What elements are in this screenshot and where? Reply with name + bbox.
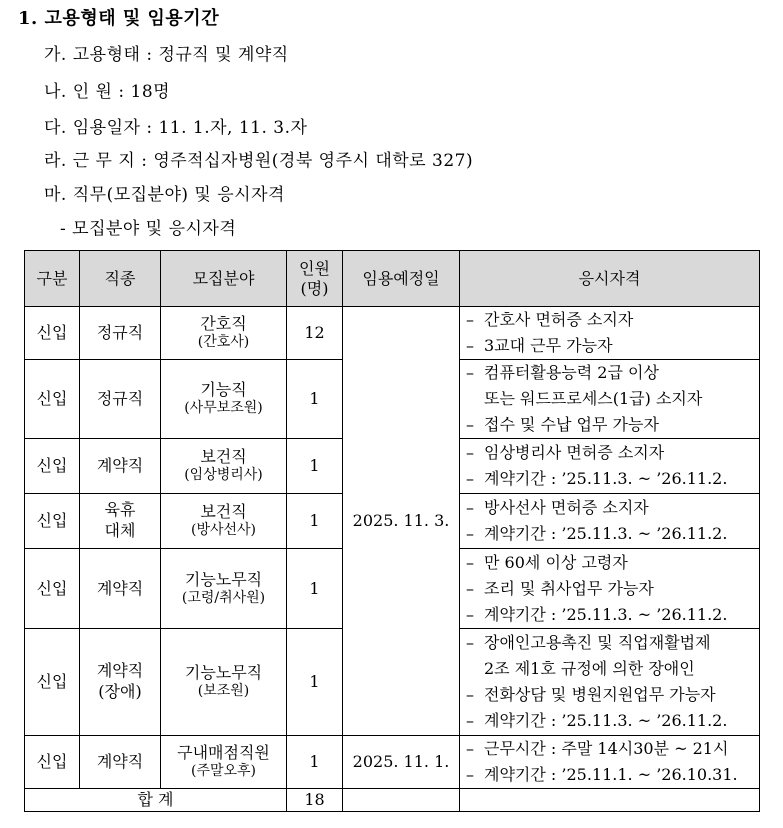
field-sub: (사무보조원) <box>184 400 263 417</box>
cell-job-type <box>80 629 161 736</box>
table-row <box>25 307 760 360</box>
cell-job-type <box>80 494 161 549</box>
job-type-line1: 계약직 <box>96 661 144 681</box>
cell-category: 신입 <box>25 736 80 789</box>
qualification-item: – 근무시간 : 주말 14시30분 ~ 21시 <box>466 736 755 762</box>
header-headcount-unit: (명) <box>300 278 329 298</box>
cell-job-type: 계약직 <box>80 736 161 789</box>
header-category: 구분 <box>25 251 80 307</box>
field-sub: (보조원) <box>197 683 250 700</box>
cell-count: 1 <box>287 549 343 629</box>
cell-count: 1 <box>287 439 343 494</box>
cell-field <box>161 360 287 439</box>
table-row <box>25 736 760 789</box>
qualification-item: – 계약기간 : ’25.11.1. ~ ’26.10.31. <box>466 762 755 788</box>
qualification-item: – 계약기간 : ’25.11.3. ~ ’26.11.2. <box>466 708 755 734</box>
section-title: 1. 고용형태 및 임용기간 <box>18 8 220 29</box>
cell-job-type: 계약직 <box>80 439 161 494</box>
cell-date-last: 2025. 11. 1. <box>343 736 460 789</box>
header-field: 모집분야 <box>161 251 287 307</box>
field-sub: (임상병리사) <box>184 467 263 484</box>
field-name: 기능직 <box>200 380 247 400</box>
qualification-item: – 3교대 근무 가능자 <box>466 333 755 359</box>
cell-count: 1 <box>287 494 343 549</box>
cell-field <box>161 307 287 360</box>
qualification-item: – 계약기간 : ’25.11.3. ~ ’26.11.2. <box>466 466 755 492</box>
cell-job-type: 계약직 <box>80 549 161 629</box>
headcount-line: 나. 인 원 : 18명 <box>44 82 171 102</box>
cell-category: 신입 <box>25 360 80 439</box>
job-type-line2: 대체 <box>104 521 136 540</box>
qualification-item: – 계약기간 : ’25.11.3. ~ ’26.11.2. <box>466 521 755 547</box>
field-name: 보건직 <box>200 447 247 467</box>
qualification-item: 2조 제1호 규정에 의한 장애인 <box>484 659 695 678</box>
field-name: 기능노무직 <box>184 569 263 589</box>
qualification-item: – 컴퓨터활용능력 2급 이상 <box>466 360 755 386</box>
field-name: 기능노무직 <box>184 663 263 683</box>
cell-category: 신입 <box>25 494 80 549</box>
total-count: 18 <box>287 789 343 812</box>
duty-line: 마. 직무(모집분야) 및 응시자격 <box>44 185 285 205</box>
cell-qualification <box>460 494 760 549</box>
cell-count: 12 <box>287 307 343 360</box>
cell-field <box>161 736 287 789</box>
cell-qualification <box>460 736 760 789</box>
header-job-type: 직종 <box>80 251 161 307</box>
qualification-item: – 만 60세 이상 고령자 <box>466 550 755 576</box>
cell-date-main: 2025. 11. 3. <box>343 307 460 736</box>
cell-qualification <box>460 439 760 494</box>
cell-field <box>161 494 287 549</box>
total-row <box>25 789 760 812</box>
recruitment-table <box>24 250 760 812</box>
header-date: 임용예정일 <box>343 251 460 307</box>
field-name: 간호직 <box>200 314 247 334</box>
cell-qualification <box>460 360 760 439</box>
cell-field <box>161 629 287 736</box>
total-empty-qual <box>460 789 760 812</box>
field-sub: (주말오후) <box>190 763 257 780</box>
total-empty-date <box>343 789 460 812</box>
job-type-line1: 육휴 <box>104 500 136 520</box>
appointment-date-line: 다. 임용일자 : 11. 1.자, 11. 3.자 <box>44 118 308 138</box>
qualification-item: – 접수 및 수납 업무 가능자 <box>466 412 755 438</box>
cell-category: 신입 <box>25 629 80 736</box>
cell-count: 1 <box>287 629 343 736</box>
table-header-row <box>25 251 760 307</box>
employment-type-line: 가. 고용형태 : 정규직 및 계약직 <box>44 45 289 65</box>
cell-count: 1 <box>287 736 343 789</box>
qualification-item: – 조리 및 취사업무 가능자 <box>466 576 755 602</box>
sub-heading: - 모집분야 및 응시자격 <box>60 219 237 239</box>
qualification-item: – 방사선사 면허증 소지자 <box>466 495 755 521</box>
cell-qualification <box>460 629 760 736</box>
header-headcount <box>287 251 343 307</box>
cell-qualification <box>460 549 760 629</box>
field-name: 구내매점직원 <box>177 743 270 763</box>
header-headcount-label: 인원 <box>299 258 330 278</box>
qualification-item: – 계약기간 : ’25.11.3. ~ ’26.11.2. <box>466 602 755 628</box>
qualification-item: – 간호사 면허증 소지자 <box>466 307 755 333</box>
cell-count: 1 <box>287 360 343 439</box>
header-qualification: 응시자격 <box>460 251 760 307</box>
cell-field <box>161 439 287 494</box>
cell-category: 신입 <box>25 439 80 494</box>
qualification-item: – 임상병리사 면허증 소지자 <box>466 440 755 466</box>
field-name: 보건직 <box>200 502 247 522</box>
cell-job-type: 정규직 <box>80 307 161 360</box>
cell-category: 신입 <box>25 307 80 360</box>
cell-category: 신입 <box>25 549 80 629</box>
cell-job-type: 정규직 <box>80 360 161 439</box>
field-sub: (간호사) <box>197 334 250 351</box>
qualification-item: – 전화상담 및 병원지원업무 가능자 <box>466 682 755 708</box>
qualification-item: – 장애인고용촉진 및 직업재활법제 <box>466 630 755 656</box>
workplace-line: 라. 근 무 지 : 영주적십자병원(경북 영주시 대학로 327) <box>44 151 474 171</box>
field-sub: (고령/취사원) <box>181 589 266 606</box>
cell-qualification <box>460 307 760 360</box>
qualification-item: 또는 워드프로세스(1급) 소지자 <box>484 389 703 408</box>
field-sub: (방사선사) <box>190 522 257 539</box>
total-label: 합 계 <box>25 789 287 812</box>
cell-field <box>161 549 287 629</box>
job-type-line2: (장애) <box>98 682 142 701</box>
